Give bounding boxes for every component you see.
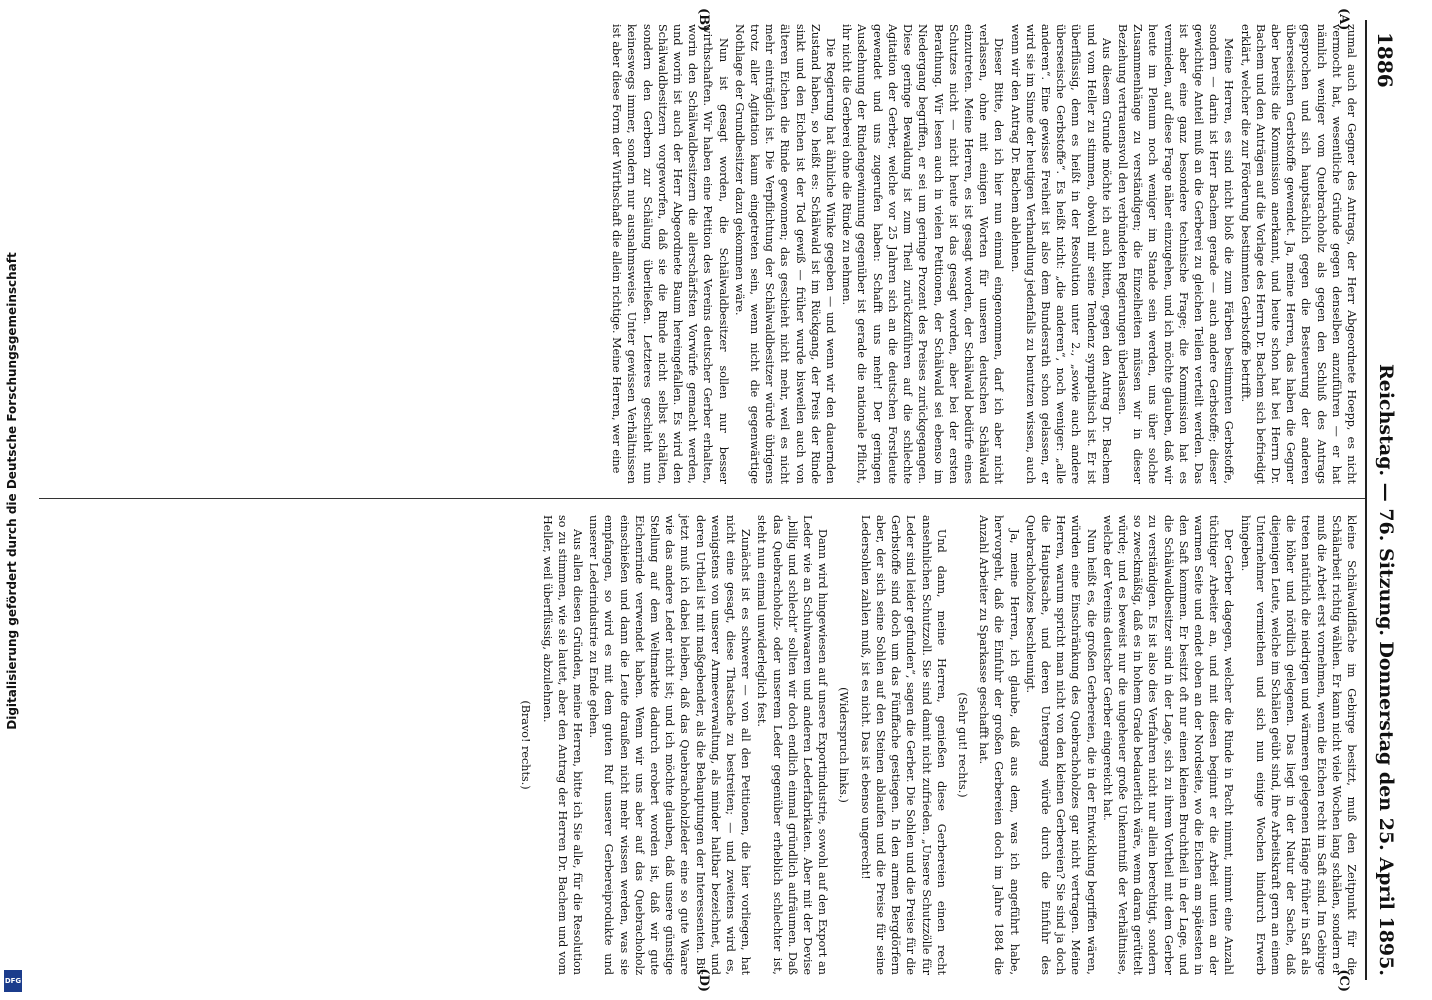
right-paragraph: Ja, meine Herren, ich glaube, daß aus dem, was ich angeführt habe, hervorgeht, daß die Einfuhr der großen Gerbereien doch im Jahre 1884 die Anzahl Arbeiter zu Sparkasse geschafft hat.: [977, 515, 1021, 975]
dfg-logo-icon: DFG: [4, 970, 22, 992]
left-paragraph: zumal auch der Gegner des Antrags, der Herr Abgeordnete Hoepp, es nicht vermocht hat, wesentliche Gründe gegen denselben anzuführen — er hat nämlich weniger vom Quebrachoholz als gegen den Schluß des Antrags gesprochen und sich hauptsächlich gegen die Besteuerung der anderen überseeischen Gerbstoffe gewendet. Ja, meine Herren, das haben die Gegner aber bereits die Kommission anerkannt, und heute schon hat bei Herrn Dr. Bachem und den Anträgen auf die Vorlage des Herrn Dr. Bachem sich befriedigt erklärt, welcher die zur Förderung bestimmten Gerbstoffe betrifft.: [1238, 24, 1358, 484]
right-paragraph: Aus allen diesen Gründen, meine Herren, bitte ich Sie alle, für die Resolution so zu stimmen, wie sie lautet, aber den Antrag der Herren Dr. Bachem und vom Heller, weil überflüssig, abzulehnen.: [540, 515, 585, 975]
left-column: [41, 24, 1359, 484]
left-paragraph: Meine Herren, es sind nicht bloß die zum Färben bestimmten Gerbstoffe, sondern — darin ist Herr Bachem gerade — auch andere Gerbstoffe; dieser gewichtige Anteil muß an die Gerberei zu gleichen Teilen verteilt werden. Das ist aber eine ganz besondere technische Frage; die Kommission hat es vermieden, auf diese Frage näher einzugehen, und ich möchte glauben, daß wir heute im Plenum noch weniger im Stande sein werden, uns über solche Zusammenhänge zu verständigen; die Einzelheiten müssen wir in dieser Beziehung vertrauensvoll den verbündeten Regierungen überlassen.: [1115, 24, 1236, 484]
page-header: [1369, 10, 1403, 990]
right-paragraph: Zunächst ist es schwerer — von all den Petitionen, die hier vorliegen, hat nicht eine gesagt, diese Thatsache zu bestreiten; — und zweitens wird es, wenigstens von unserer Armeeverwaltung, als minder haltbar bezeichnet, und deren Urtheil ist mit maßgebender, als die Behauptungen der Interessenten. Bis jetzt muß ich dabei bleiben, daß das Quebrachoholzleder eine so gute Waare wie das andere Leder nicht ist; und ich möchte glauben, daß unsere günstige Stellung auf dem Weltmarkte dadurch erobert worden ist, daß wir gute Eichenrinde verwendet haben. Wenn wir uns aber auf das Quebrachoholz einschießen und dann die Leute draußen nicht mehr wissen werden, was sie empfangen, so wird es mit dem guten Ruf unserer Gerbereiprodukte und unserer Lederindustrie zu Ende gehen.: [587, 515, 753, 975]
margin-marker-d: (D): [696, 968, 711, 992]
left-paragraph: Die Regierung hat ähnliche Winke gegeben — und wenn wir den dauernden Zustand haben, so heißt es: Schälwald ist im Rückgang, der Preis der Rinde sinkt und den Eichen ist der Tod gewiß — früher wurde bisweilen auch von älteren Eichen die Rinde gewonnen; das geschieht nicht mehr, weil es nicht mehr einträglich ist. Die Verpflichtung der Schälwaldbesitzer würde übrigens trotz aller Agitation kaum eingetreten sein, wenn nicht die gegenwärtige Nothlage der Grundbesitzer dazu gekommen wäre.: [732, 24, 838, 484]
header-rule: [1365, 20, 1367, 980]
right-paragraph: Der Gerber dagegen, welcher die Rinde in Pacht nimmt, nimmt eine Anzahl tüchtiger Arbeiter an, und mit diesen beginnt er die Arbeit unten an der warmen Seite und endet oben an der Nordseite, wo die Eichen am spätesten in den Saft kommen. Er besitzt oft nur einen kleinen Bruchtheil in der Lage, und die Schälwaldbesitzer sind in der Lage, sich zu ihrem Vortheil mit dem Gerber zu verständigen. Es ist also dies Verfahren nicht nur allein berechtigt, sondern so zweckmäßig, daß es in hohem Grade bedauerlich wäre, wenn daran gerüttelt würde; und es beweist nur die ungeheuer große Unkenntniß der Verhältnisse, welche der Vereins deutscher Gerber eingereicht hat.: [1100, 515, 1236, 975]
page-title: Reichstag. — 76. Sitzung.: [1375, 363, 1397, 637]
margin-marker-a: (A): [1336, 8, 1351, 31]
interjection: (Widerspruch links.): [837, 687, 851, 803]
interjection: (Sehr gut! rechts.): [955, 692, 969, 798]
left-paragraph: Aus diesem Grunde möchte ich auch bitten, gegen den Antrag Dr. Bachem und vom Heller zu stimmen, obwohl mir seine Tendenz sympathisch ist. Er ist überflüssig, denn es heißt in der Resolution unter 2., „sowie auch andere überseeische Gerbstoffe“. Es heißt nicht: „die anderen“, noch weniger: „alle anderen“. Eine gewisse Freiheit ist also dem Bundesrath schon gelassen, er wird sie im Sinne der heutigen Verhandlung jedenfalls zu benutzen wissen, auch wenn wir den Antrag Dr. Bachem ablehnen.: [1008, 24, 1113, 484]
interjection: (Bravo! rechts.): [519, 700, 533, 790]
right-paragraph: Und dann, meine Herren, genießen diese Gerbereien einen recht ansehnlichen Schutzzoll. Sie sind damit nicht zufrieden. „Unsere Schutzzölle für Leder sind leider gefunden“, sagen die Gerber. Die Sohlen und die Preise für die Gerbstoffe sind doch um das Fünffache gestiegen. In den armen Bergdörfern aber, der sich seine Sohlen auf den Steinen ablaufen und die Preise für seine Ledersohlen zahlen muß, ist es nicht. Das ist ebenso ungerecht!: [858, 515, 948, 975]
margin-marker-b: (B): [696, 8, 711, 32]
margin-marker-c: (C): [1336, 969, 1351, 992]
right-column: [41, 515, 1359, 975]
left-paragraph: Dieser Bitte, den ich hier nun einmal eingenommen, darf ich aber nicht verlassen, ohne mit einigen Worten für unseren deutschen Schälwald einzutreten. Meine Herren, es ist gesagt worden, der Schälwald bedürfe eines Schutzes nicht — nicht heute ist das gesagt worden, aber bei der ersten Berathung. Wir lesen auch in vielen Petitionen, der Schälwald sei ebenso im Niedergang begriffen, er sei um geringe Prozent des Preises zurückgegangen. Diese geringe Bewaldung ist zum Theil zurückzuführen auf die schlechte Agitation der Gerber, welche vor 25 Jahren sich an die deutschen Forstleute gewendet und uns zugerufen haben: Schafft uns mehr! Der geringen Ausdehnung der Rindengewinnung gegenüber ist gerade die nationale Pflicht, ihr nicht die Gerberei ohne die Rinde zu nehmen.: [840, 24, 1006, 484]
right-paragraph: kleine Schälwaldfläche im Gebirge besitzt, muß den Zeitpunkt für die Schälarbeit richtig wählen. Er kann nicht viele Wochen lang schälen, sondern er muß die Arbeit erst vornehmen, wenn die Eichen recht im Saft sind. Im Gebirge treten natürlich die niedrigen und wärmeren gelegenen Hänge früher in Saft als die höher und nördlich gelegenen. Das liegt in der Natur der Sache, daß diejenigen Leute, welche im Schälen geübt sind, ihre Arbeitskraft gern an einem Unternehmer vermiethen und sich nun einige Wochen hindurch Erwerb hingeben.: [1238, 515, 1358, 975]
right-paragraph: Dann wird hingewiesen auf unsere Exportindustrie, sowohl auf den Export an Leder wie an Schuhwaaren und anderen Lederfabrikaten. Aber mit der Devise „billig und schlecht“ sollten wir doch endlich einmal gründlich aufräumen. Daß das Quebrachoholz- oder unserem Leder gegenüber erheblich schlechter ist, steht nun einmal unwiderleglich fest.: [755, 515, 830, 975]
session-date: Donnerstag den 25. April 1895.: [1375, 641, 1397, 976]
column-divider: [39, 498, 1365, 499]
digitization-footer: [4, 0, 26, 1000]
left-paragraph: Nun ist gesagt worden, die Schälwaldbesitzer sollen nur besser wirthschaften. Wir haben eine Petition des Vereins deutscher Gerber erhalten, worin den Schälwaldbesitzern die allerschärfsten Vorwürfe gemacht werden, und worin ist auch der Herr Abgeordnete Baum hereingefallen. Es wird den Schälwaldbesitzern vorgeworfen, daß sie die Rinde nicht selbst schälten, sondern den Gerbern zur Schälung überließen. Letzteres geschieht nun keineswegs immer, sondern nur ausnahmsweise. Unter gewissen Verhältnissen ist aber diese Form der Wirthschaft die allein richtige. Meine Herren, wer eine: [610, 24, 730, 484]
digitization-note: Digitalisierung gefördert durch die Deutsche Forschungsgemeinschaft: [5, 252, 19, 730]
right-paragraph: Nun heißt es, die großen Gerbereien, die in der Entwicklung begriffen wären, würden eine Einschränkung des Quebrachoholzes gar nicht vertragen. Meine Herren, warum spricht man nicht von den kleinen Gerbereien? Sie sind ja doch die Hauptsache, und deren Untergang würde durch die Einfuhr des Quebrachoholzes beschleunigt.: [1023, 515, 1098, 975]
scanned-page: [21, 10, 1411, 990]
page-number: 1886: [1373, 32, 1397, 88]
